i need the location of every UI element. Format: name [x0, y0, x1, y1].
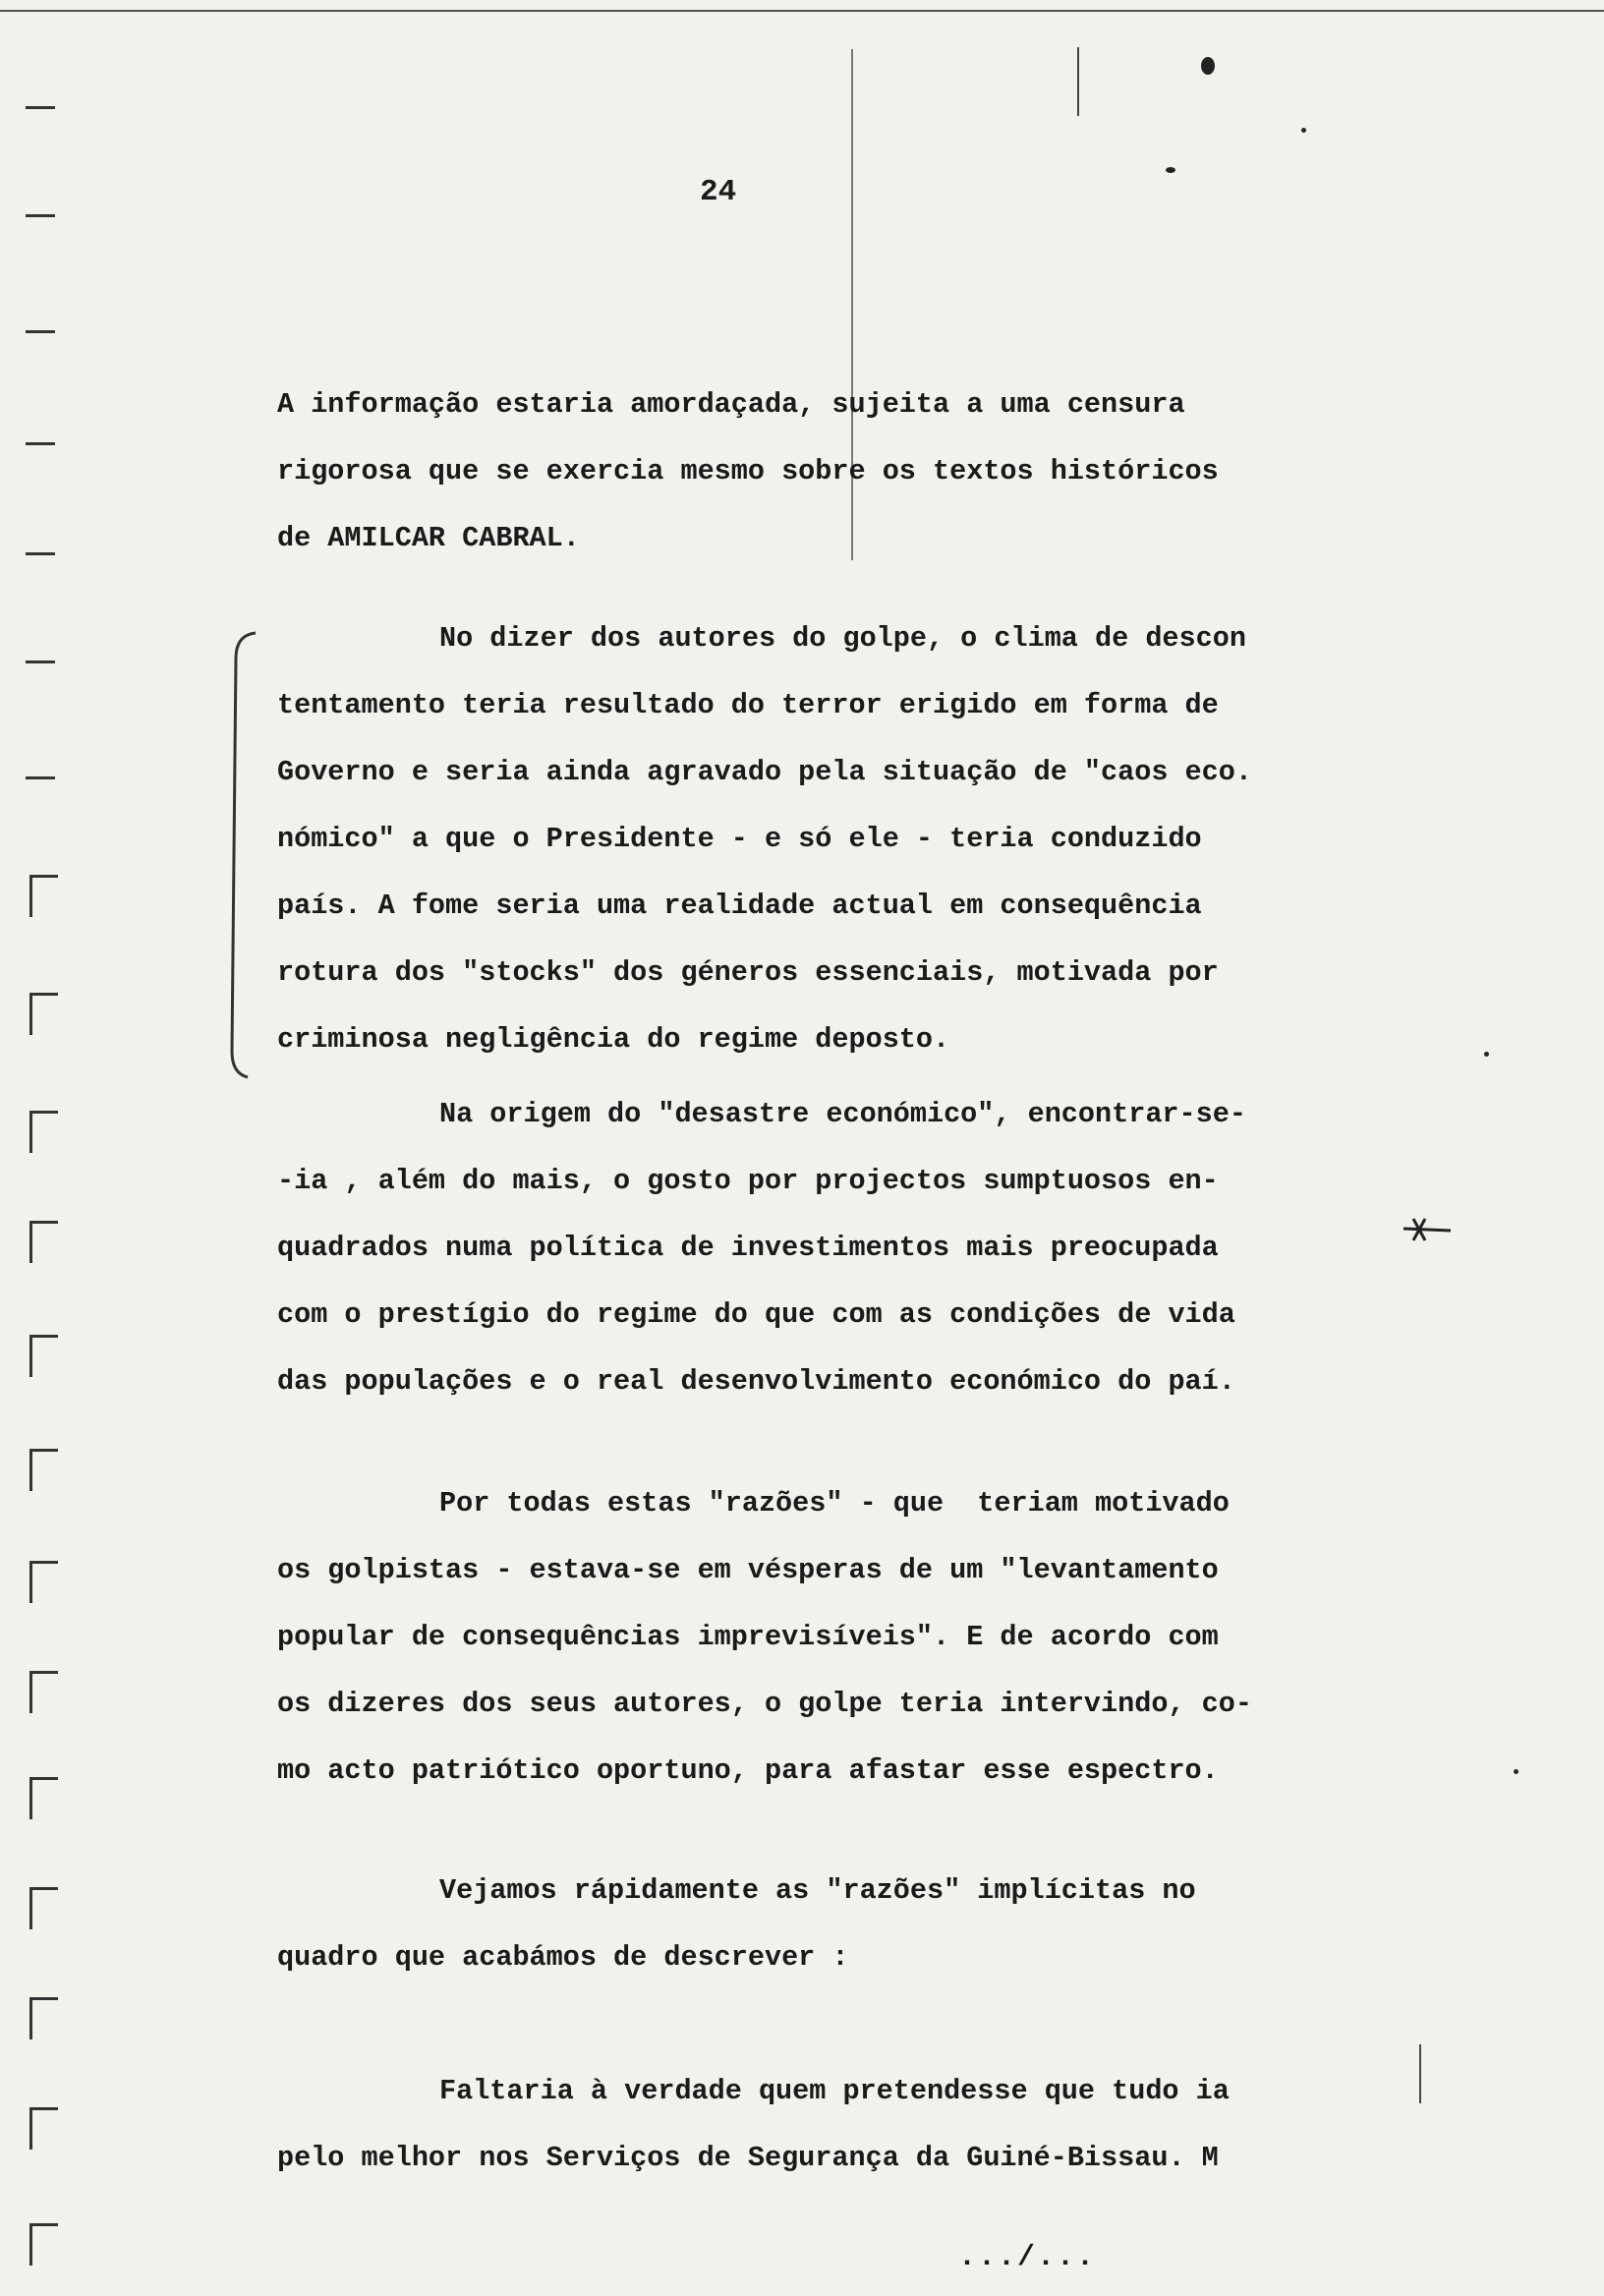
- ink-speck: [1301, 128, 1306, 133]
- margin-corner: [29, 1777, 58, 1819]
- paragraph-4: [277, 1470, 1398, 1805]
- text-line: das populações e o real desenvolvimento económico do paí.: [277, 1365, 1235, 1398]
- text-line: mo acto patriótico oportuno, para afastar esse espectro.: [277, 1754, 1219, 1787]
- text-line: criminosa negligência do regime deposto.: [277, 1023, 950, 1056]
- paragraph-5: [277, 1858, 1398, 1991]
- margin-tick: [26, 776, 55, 779]
- margin-corner: [29, 875, 58, 917]
- paragraph-3: [277, 1081, 1398, 1415]
- text-line: rotura dos "stocks" dos géneros essenciais, motivada por: [277, 956, 1219, 989]
- margin-tick: [26, 552, 55, 555]
- margin-corner: [29, 1221, 58, 1263]
- text-line: quadrados numa política de investimentos mais preocupada: [277, 1232, 1219, 1264]
- margin-corner: [29, 1997, 58, 2039]
- text-line: Governo e seria ainda agravado pela situação de "caos eco.: [277, 756, 1252, 788]
- text-line: Faltaria à verdade quem pretendesse que tudo ia: [439, 2075, 1230, 2107]
- paragraph-2: [277, 605, 1398, 1073]
- pencil-mark: [1077, 47, 1079, 116]
- text-line: rigorosa que se exercia mesmo sobre os textos históricos: [277, 455, 1219, 488]
- margin-tick: [26, 106, 55, 109]
- page-number: 24: [700, 175, 737, 209]
- ink-speck: [1514, 1769, 1518, 1774]
- margin-corner: [29, 1671, 58, 1713]
- text-line: No dizer dos autores do golpe, o clima de descon: [439, 622, 1246, 655]
- ink-speck: [1484, 1052, 1489, 1057]
- text-line: pelo melhor nos Serviços de Segurança da Guiné-Bissau. M: [277, 2142, 1219, 2174]
- margin-corner: [29, 2223, 58, 2266]
- margin-tick: [26, 330, 55, 333]
- margin-corner: [29, 993, 58, 1035]
- handwritten-asterisk-mark: [1400, 1215, 1455, 1244]
- text-line: os golpistas - estava-se em vésperas de um "levantamento: [277, 1554, 1219, 1586]
- text-line: quadro que acabámos de descrever :: [277, 1941, 849, 1974]
- text-line: nómico" a que o Presidente - e só ele - teria conduzido: [277, 823, 1202, 855]
- text-line: popular de consequências imprevisíveis". E de acordo com: [277, 1621, 1219, 1653]
- margin-tick: [26, 214, 55, 217]
- ink-speck: [1166, 167, 1175, 173]
- top-edge-rule: [0, 10, 1604, 12]
- text-line: Por todas estas "razões" - que teriam motivado: [439, 1487, 1230, 1520]
- text-line: de AMILCAR CABRAL.: [277, 522, 580, 554]
- margin-corner: [29, 1561, 58, 1603]
- text-line: -ia , além do mais, o gosto por projectos sumptuosos en-: [277, 1165, 1219, 1197]
- margin-corner: [29, 2107, 58, 2150]
- text-line: país. A fome seria uma realidade actual em consequência: [277, 890, 1202, 922]
- margin-corner: [29, 1111, 58, 1153]
- margin-corner: [29, 1335, 58, 1377]
- margin-tick: [26, 442, 55, 445]
- continuation-marker: .../...: [958, 2241, 1097, 2274]
- pencil-mark: [1419, 2044, 1421, 2103]
- text-line: com o prestígio do regime do que com as condições de vida: [277, 1298, 1235, 1331]
- text-line: Vejamos rápidamente as "razões" implícitas no: [439, 1874, 1196, 1907]
- ink-speck: [1201, 57, 1215, 75]
- handwritten-bracket: [228, 629, 267, 1081]
- paragraph-1: [277, 372, 1398, 572]
- text-line: Na origem do "desastre económico", encontrar-se-: [439, 1098, 1246, 1130]
- margin-corner: [29, 1887, 58, 1929]
- text-line: A informação estaria amordaçada, sujeita a uma censura: [277, 388, 1185, 421]
- margin-corner: [29, 1449, 58, 1491]
- text-line: os dizeres dos seus autores, o golpe teria intervindo, co-: [277, 1688, 1252, 1720]
- paragraph-6: [277, 2058, 1398, 2192]
- margin-tick: [26, 660, 55, 663]
- text-line: tentamento teria resultado do terror erigido em forma de: [277, 689, 1219, 721]
